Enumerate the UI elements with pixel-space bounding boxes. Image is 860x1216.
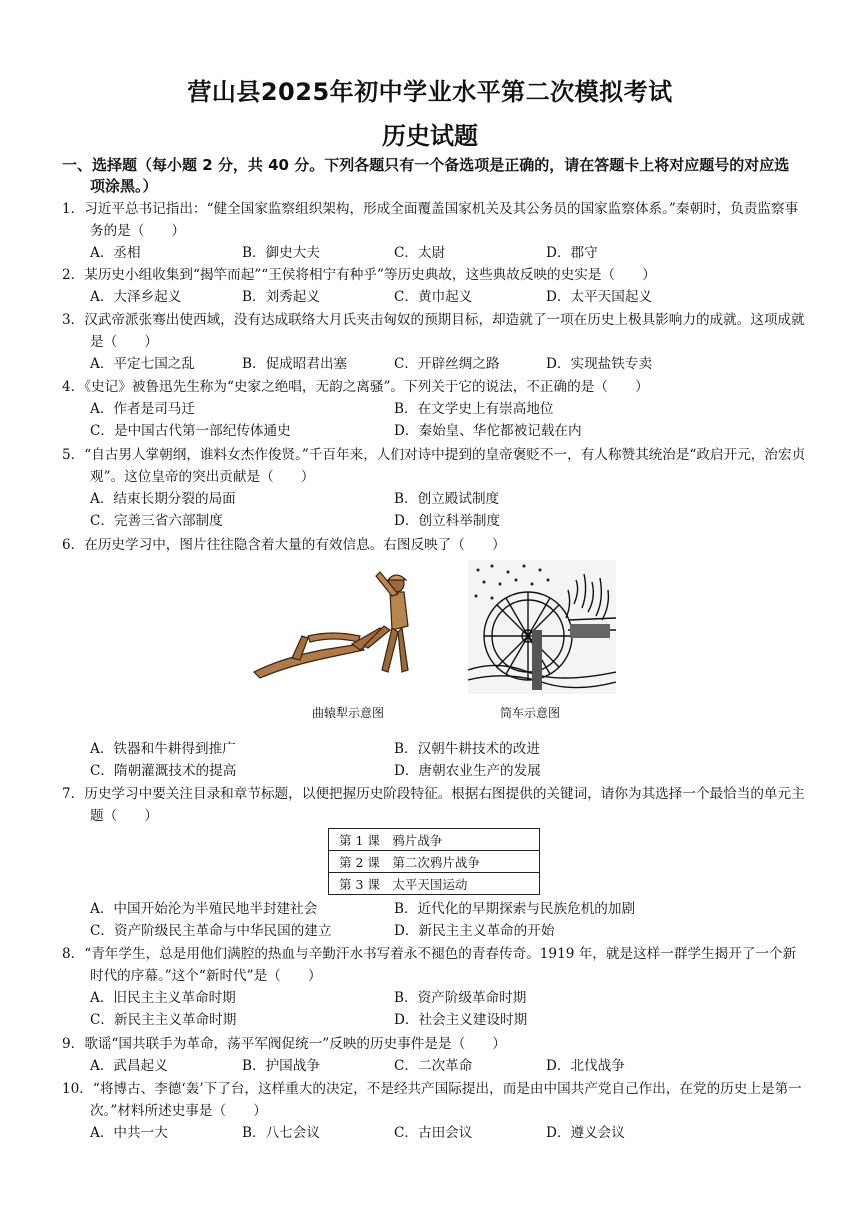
exam-title: 营山县2025年初中学业水平第二次模拟考试 xyxy=(187,78,673,106)
option-b[interactable]: B．护国战争 xyxy=(242,1058,320,1074)
question-4 xyxy=(62,376,807,442)
option-d[interactable]: D．秦始皇、华佗都被记载在内 xyxy=(394,423,582,439)
option-c[interactable]: C．完善三省六部制度 xyxy=(90,513,223,529)
option-c[interactable]: C．是中国古代第一部纪传体通史 xyxy=(90,423,291,439)
option-c[interactable]: C．隋朝灌溉技术的提高 xyxy=(90,763,237,779)
option-b[interactable]: B．创立殿试制度 xyxy=(394,491,500,507)
option-b[interactable]: B．八七会议 xyxy=(242,1125,320,1141)
option-a[interactable]: A．中共一大 xyxy=(90,1125,168,1141)
option-d[interactable]: D．实现盐铁专卖 xyxy=(546,356,653,372)
option-a[interactable]: A．大泽乡起义 xyxy=(90,289,182,305)
lesson-3: 第 3 课 太平天国运动 xyxy=(329,873,540,895)
option-b[interactable]: B．在文学史上有崇高地位 xyxy=(394,401,554,417)
option-d[interactable]: D．遵义会议 xyxy=(546,1125,625,1141)
question-stem: 10．“将博古、李德‘轰’下了台，这样重大的决定，不是经共产国际提出，而是由中国共产党自己作出，在党的历史上是第一次。”材料所述史事是（ ） xyxy=(62,1081,802,1119)
lesson-1: 第 1 课 鸦片战争 xyxy=(329,829,540,851)
question-stem: 2．某历史小组收集到“揭竿而起”“王侯将相宁有种乎”等历史典故，这些典故反映的史实是（ ） xyxy=(62,267,656,283)
question-5 xyxy=(62,444,807,532)
option-a[interactable]: A．铁器和牛耕得到推广 xyxy=(90,741,236,757)
option-d[interactable]: D．新民主主义革命的开始 xyxy=(394,923,555,939)
lesson-2: 第 2 课 第二次鸦片战争 xyxy=(329,851,540,873)
option-d[interactable]: D．郡守 xyxy=(546,245,598,261)
question-stem: 9．歌谣“国共联手为革命，荡平军阀促统一”反映的历史事件是是（ ） xyxy=(62,1036,506,1052)
question-1 xyxy=(62,198,807,264)
option-d[interactable]: D．创立科举制度 xyxy=(394,513,501,529)
question-7-options xyxy=(62,898,807,942)
option-a[interactable]: A．旧民主主义革命时期 xyxy=(90,990,236,1006)
plough-caption: 曲辕犁示意图 xyxy=(312,706,385,720)
question-stem: 3．汉武帝派张骞出使西域，没有达成联络大月氏夹击匈奴的预期目标，却造就了一项在历史上极具影响力的成就。这项成就是（ ） xyxy=(62,312,805,350)
option-d[interactable]: D．北伐战争 xyxy=(546,1058,625,1074)
question-9 xyxy=(62,1033,807,1077)
option-d[interactable]: D．唐朝农业生产的发展 xyxy=(394,763,541,779)
question-stem: 6．在历史学习中，图片往往隐含着大量的有效信息。右图反映了（ ） xyxy=(62,537,506,553)
option-a[interactable]: A．作者是司马迁 xyxy=(90,401,195,417)
question-stem: 8．“青年学生，总是用他们满腔的热血与辛勤汗水书写着永不褪色的青春传奇。1919 年，就是这样一群学生揭开了一个新时代的序幕。”这个“新时代”是（ ） xyxy=(62,946,797,984)
question-stem: 7．历史学习中要关注目录和章节标题，以便把握历史阶段特征。根据右图提供的关键词，请你为其选择一个最恰当的单元主题（ ） xyxy=(62,786,805,824)
option-a[interactable]: A．平定七国之乱 xyxy=(90,356,195,372)
option-c[interactable]: C．太尉 xyxy=(394,245,446,261)
exam-subtitle: 历史试题 xyxy=(382,122,478,150)
question-stem: 5．“自古男人掌朝纲，谁料女杰作俊贤。”千百年来，人们对诗中提到的皇帝褒贬不一，有人称赞其统治是“政启开元，治宏贞观”。这位皇帝的突出贡献是（ ） xyxy=(62,447,806,485)
question-10 xyxy=(62,1078,807,1144)
option-c[interactable]: C．开辟丝绸之路 xyxy=(394,356,500,372)
question-stem: 4．《史记》被鲁迅先生称为“史家之绝唱，无韵之离骚”。下列关于它的说法，不正确的是（ ） xyxy=(62,379,649,395)
section-heading: 一、选择题（每小题 2 分，共 40 分。下列各题只有一个备选项是正确的，请在答题卡上将对应题号的对应选项涂黑。） xyxy=(62,156,790,195)
option-d[interactable]: D．太平天国起义 xyxy=(546,289,653,305)
question-8 xyxy=(62,943,807,1031)
option-a[interactable]: A．丞相 xyxy=(90,245,141,261)
option-a[interactable]: A．结束长期分裂的局面 xyxy=(90,491,236,507)
option-d[interactable]: D．社会主义建设时期 xyxy=(394,1012,528,1028)
option-c[interactable]: C．古田会议 xyxy=(394,1125,473,1141)
option-b[interactable]: B．近代化的早期探索与民族危机的加剧 xyxy=(394,901,636,917)
option-b[interactable]: B．刘秀起义 xyxy=(242,289,320,305)
question-2 xyxy=(62,264,807,308)
option-b[interactable]: B．汉朝牛耕技术的改进 xyxy=(394,741,540,757)
question-3 xyxy=(62,309,807,375)
option-c[interactable]: C．新民主主义革命时期 xyxy=(90,1012,237,1028)
option-b[interactable]: B．促成昭君出塞 xyxy=(242,356,348,372)
option-b[interactable]: B．御史大夫 xyxy=(242,245,320,261)
waterwheel-illustration xyxy=(468,560,616,694)
plough-illustration xyxy=(252,566,412,686)
option-c[interactable]: C．黄巾起义 xyxy=(394,289,473,305)
question-6 xyxy=(62,534,807,556)
question-6-options xyxy=(62,738,807,782)
option-c[interactable]: C．二次革命 xyxy=(394,1058,473,1074)
lesson-table xyxy=(328,828,540,895)
option-a[interactable]: A．中国开始沦为半殖民地半封建社会 xyxy=(90,901,318,917)
waterwheel-caption: 筒车示意图 xyxy=(500,706,561,720)
option-a[interactable]: A．武昌起义 xyxy=(90,1058,168,1074)
question-stem: 1．习近平总书记指出：“健全国家监察组织架构，形成全面覆盖国家机关及其公务员的国家监察体系。”秦朝时，负责监察事务的是（ ） xyxy=(62,201,799,239)
question-7 xyxy=(62,783,807,827)
option-b[interactable]: B．资产阶级革命时期 xyxy=(394,990,527,1006)
option-c[interactable]: C．资产阶级民主革命与中华民国的建立 xyxy=(90,923,332,939)
